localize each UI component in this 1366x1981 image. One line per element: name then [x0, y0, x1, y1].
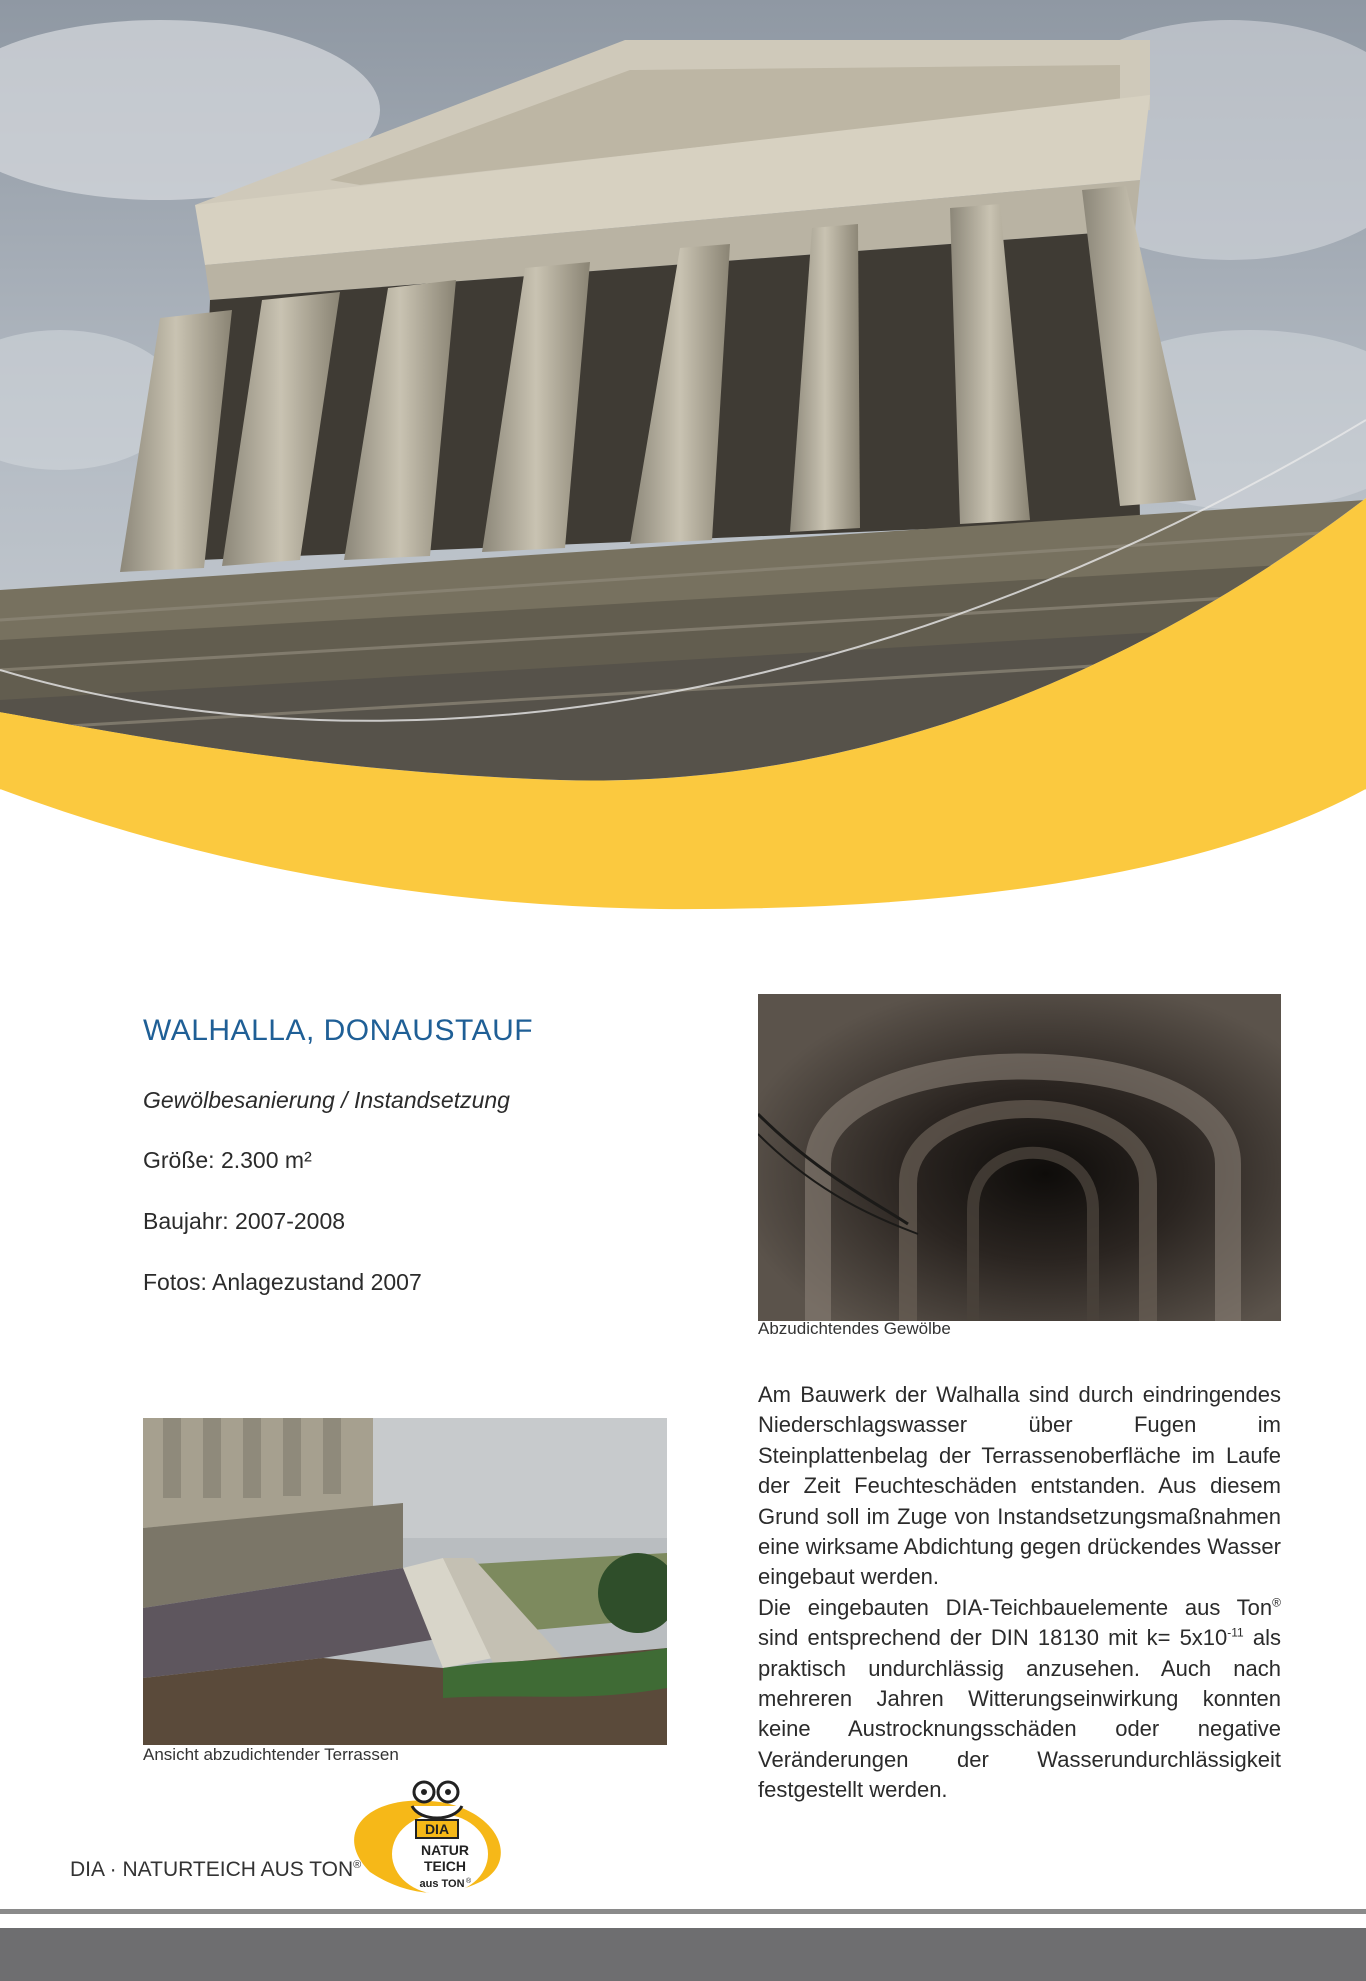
- project-size: Größe: 2.300 m²: [143, 1147, 312, 1173]
- logo-line-3: aus TON: [419, 1878, 465, 1890]
- description-text: [758, 1380, 1281, 1806]
- terrace-caption: Ansicht abzudichtender Terrassen: [143, 1745, 399, 1764]
- footer-bar: [0, 1928, 1366, 1981]
- logo-reg: ®: [466, 1878, 472, 1885]
- hero-image: [0, 0, 1366, 930]
- vault-caption: Abzudichtendes Gewölbe: [758, 1319, 951, 1338]
- project-type: Gewölbesanierung / Instandsetzung: [143, 1087, 510, 1113]
- vault-photo: [758, 994, 1281, 1321]
- brand-name: DIA · NATURTEICH AUS TON®: [70, 1858, 362, 1881]
- logo-line-1: NATUR: [421, 1842, 469, 1858]
- project-year: Baujahr: 2007-2008: [143, 1208, 346, 1234]
- project-photos-note: Fotos: Anlagezustand 2007: [143, 1269, 422, 1295]
- footer-divider: [0, 1909, 1366, 1914]
- terrace-photo: [143, 1418, 667, 1745]
- logo-line-2: TEICH: [424, 1858, 466, 1874]
- logo-top-text: DIA: [424, 1821, 450, 1837]
- project-title: WALHALLA, DONAUSTAUF: [143, 1014, 534, 1047]
- dia-logo: [330, 1772, 510, 1905]
- description-paragraph-2: Die eingebauten DIA-Teichbauelemente aus Ton® sind entsprechend der DIN 18130 mit $k= 5x10^{-11}$ als praktisch undurchlässig anzusehen. Auch nach mehreren Jahren Witterungseinwirkung konnten keine Austrocknungsschäden oder negative Veränderungen der Wasserundurchlässigkeit festgestellt werden.: [758, 1594, 1281, 1803]
- description-paragraph-1: Am Bauwerk der Walhalla sind durch eindringendes Niederschlagswasser über Fugen im Steinplattenbelag der Terrassenoberfläche im Laufe der Zeit Feuchteschäden entstanden. Aus diesem Grund soll im Zuge von Instandsetzungsmaßnahmen eine wirksame Abdichtung gegen drückendes Wasser eingebaut werden.: [758, 1382, 1281, 1590]
